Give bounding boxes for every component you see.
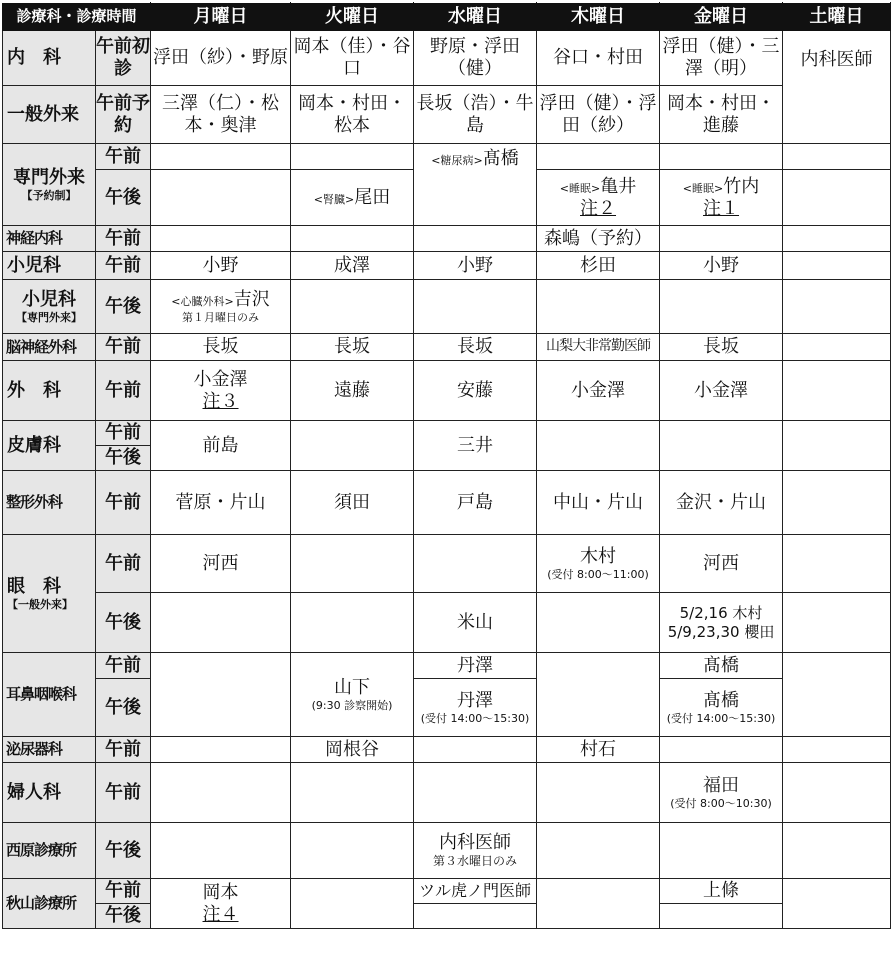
table-row xyxy=(3,904,891,929)
table-row xyxy=(3,879,891,904)
cell xyxy=(151,361,291,421)
doctor: 木村 xyxy=(580,545,617,567)
cell: 髙橋 xyxy=(660,653,783,679)
dept-naika: 内 科 xyxy=(3,31,96,86)
doctor: 髙橋 xyxy=(703,689,740,711)
cell: 山梨大非常勤医師 xyxy=(537,334,660,361)
dept-sub-label: 【専門外来】 xyxy=(16,310,82,324)
tag: <心臓外科> xyxy=(171,294,234,308)
table-row xyxy=(3,679,891,737)
cell xyxy=(291,170,414,226)
time-cell: 午後 xyxy=(96,170,151,226)
time-cell: 午後 xyxy=(96,679,151,737)
table-row xyxy=(3,144,891,170)
cell: 森嶋（予約） xyxy=(537,226,660,252)
cell: 長坂 xyxy=(291,334,414,361)
time-cell: 午前 xyxy=(96,879,151,904)
time-cell: 午前 xyxy=(96,226,151,252)
cell: 遠藤 xyxy=(291,361,414,421)
header-row xyxy=(3,3,891,31)
day-mon: 月曜日 xyxy=(151,3,291,31)
cell xyxy=(414,144,537,226)
note: 注２ xyxy=(580,197,617,219)
dept-label: 小児科 xyxy=(22,288,76,310)
time-cell: 午前 xyxy=(96,471,151,535)
doctor: 尾田 xyxy=(354,186,391,208)
table-row xyxy=(3,535,891,593)
day-thu: 木曜日 xyxy=(537,3,660,31)
note: (受付 14:00～15:30) xyxy=(420,711,530,725)
cell: ツル虎ノ門医師 xyxy=(414,879,537,904)
dept-shinkei: 神経内科 xyxy=(3,226,96,252)
note: (受付 14:00～15:30) xyxy=(666,711,776,725)
table-row xyxy=(3,252,891,280)
corner-header: 診療科・診療時間 xyxy=(3,3,151,31)
time-cell: 午前 xyxy=(96,252,151,280)
day-wed: 水曜日 xyxy=(414,3,537,31)
time-cell: 午後 xyxy=(96,904,151,929)
note: (9:30 診察開始) xyxy=(311,698,393,712)
cell: 村石 xyxy=(537,737,660,763)
cell: 丹澤 xyxy=(414,653,537,679)
doctor: 吉沢 xyxy=(233,288,270,310)
dept-nishihara: 西原診療所 xyxy=(3,823,96,879)
cell: 金沢・片山 xyxy=(660,471,783,535)
time-cell: 午前 xyxy=(96,763,151,823)
time-cell: 午前 xyxy=(96,535,151,593)
cell: 長坂 xyxy=(660,334,783,361)
time-cell: 午前 xyxy=(96,144,151,170)
cell xyxy=(537,170,660,226)
note: (受付 8:00～10:30) xyxy=(670,796,772,810)
cell xyxy=(537,535,660,593)
dept-hifu: 皮膚科 xyxy=(3,421,96,471)
dept-seikei: 整形外科 xyxy=(3,471,96,535)
table-row xyxy=(3,421,891,446)
cell: 岡本（佳）・谷口 xyxy=(291,31,414,86)
cell: 小金澤 xyxy=(537,361,660,421)
table-row xyxy=(3,86,891,144)
time-cell: 午前 xyxy=(96,653,151,679)
note: 注１ xyxy=(703,197,740,219)
note: 注３ xyxy=(202,390,239,412)
dept-label: 眼 科 xyxy=(7,575,61,597)
dept-ganka xyxy=(3,535,96,653)
table-row xyxy=(3,763,891,823)
time-cell: 午後 xyxy=(96,823,151,879)
cell: 小野 xyxy=(414,252,537,280)
tag: <腎臓> xyxy=(313,192,355,206)
doctor: 5/9,23,30 櫻田 xyxy=(667,622,775,641)
cell: 安藤 xyxy=(414,361,537,421)
table-row xyxy=(3,737,891,763)
cell: 河西 xyxy=(660,535,783,593)
time-cell: 午前初診 xyxy=(96,31,151,86)
dept-fujin: 婦人科 xyxy=(3,763,96,823)
cell xyxy=(660,679,783,737)
cell: 成澤 xyxy=(291,252,414,280)
dept-jibi: 耳鼻咽喉科 xyxy=(3,653,96,737)
cell xyxy=(414,679,537,737)
doctor: 福田 xyxy=(703,774,740,796)
tag: <糖尿病> xyxy=(431,154,483,167)
dept-senmon xyxy=(3,144,96,226)
time-cell: 午前 xyxy=(96,334,151,361)
cell xyxy=(660,763,783,823)
cell: 小金澤 xyxy=(660,361,783,421)
dept-hinyoki: 泌尿器科 xyxy=(3,737,96,763)
doctor: 5/2,16 木村 xyxy=(679,604,763,623)
cell xyxy=(151,879,291,929)
dept-akiyama: 秋山診療所 xyxy=(3,879,96,929)
dept-label: 専門外来 xyxy=(13,166,85,188)
time-cell: 午前 xyxy=(96,737,151,763)
cell: 長坂（浩）・牛島 xyxy=(414,86,537,144)
cell: 浮田（健）・浮田（紗） xyxy=(537,86,660,144)
cell: 長坂 xyxy=(414,334,537,361)
note: (受付 8:00～11:00) xyxy=(547,567,649,581)
cell xyxy=(660,170,783,226)
dept-shoni-senmon xyxy=(3,280,96,334)
doctor: 竹内 xyxy=(723,175,760,197)
cell: 前島 xyxy=(151,421,291,471)
cell: 戸島 xyxy=(414,471,537,535)
cell xyxy=(660,593,783,653)
time-cell: 午前 xyxy=(96,361,151,421)
doctor: 内科医師 xyxy=(439,832,512,854)
table-row xyxy=(3,471,891,535)
cell: 須田 xyxy=(291,471,414,535)
day-tue: 火曜日 xyxy=(291,3,414,31)
cell: 米山 xyxy=(414,593,537,653)
cell: 菅原・片山 xyxy=(151,471,291,535)
table-row xyxy=(3,361,891,421)
cell: 中山・片山 xyxy=(537,471,660,535)
cell: 三澤（仁）・松本・奥津 xyxy=(151,86,291,144)
tag: <睡眠> xyxy=(559,181,601,195)
table-row xyxy=(3,226,891,252)
table-row xyxy=(3,653,891,679)
note: 注４ xyxy=(202,903,239,925)
cell: 上條 xyxy=(660,879,783,904)
dept-shoni: 小児科 xyxy=(3,252,96,280)
day-fri: 金曜日 xyxy=(660,3,783,31)
note: 第３水曜日のみ xyxy=(433,854,518,869)
doctor: 小金澤 xyxy=(193,368,248,390)
cell xyxy=(414,823,537,879)
time-cell: 午後 xyxy=(96,446,151,471)
doctor: 亀井 xyxy=(600,175,637,197)
doctor: 髙橋 xyxy=(482,148,519,169)
dept-sub-label: 【一般外来】 xyxy=(7,597,73,611)
cell: 内科医師 xyxy=(783,31,891,144)
time-cell: 午後 xyxy=(96,593,151,653)
dept-noushinkei: 脳神経外科 xyxy=(3,334,96,361)
table-row xyxy=(3,31,891,86)
time-cell: 午前 xyxy=(96,421,151,446)
day-sat: 土曜日 xyxy=(783,3,891,31)
note: 第１月曜日のみ xyxy=(182,310,260,324)
cell: 野原・浮田（健） xyxy=(414,31,537,86)
cell xyxy=(291,653,414,737)
cell: 小野 xyxy=(660,252,783,280)
cell: 岡本・村田・松本 xyxy=(291,86,414,144)
doctor: 岡本 xyxy=(202,881,239,903)
cell: 浮田（紗）・野原 xyxy=(151,31,291,86)
tag: <睡眠> xyxy=(682,181,724,195)
cell xyxy=(151,280,291,334)
doctor: 山下 xyxy=(334,676,371,698)
table-row xyxy=(3,280,891,334)
cell: 岡本・村田・進藤 xyxy=(660,86,783,144)
table-row xyxy=(3,823,891,879)
cell: 小野 xyxy=(151,252,291,280)
cell: 杉田 xyxy=(537,252,660,280)
cell: 谷口・村田 xyxy=(537,31,660,86)
dept-geka: 外 科 xyxy=(3,361,96,421)
time-cell: 午後 xyxy=(96,280,151,334)
doctor: 丹澤 xyxy=(457,689,494,711)
cell: 長坂 xyxy=(151,334,291,361)
schedule-table xyxy=(2,2,891,929)
cell: 浮田（健）・三澤（明） xyxy=(660,31,783,86)
dept-sub-label: 【予約制】 xyxy=(21,188,77,202)
time-cell: 午前予約 xyxy=(96,86,151,144)
table-row xyxy=(3,334,891,361)
cell: 三井 xyxy=(414,421,537,471)
dept-ippan: 一般外来 xyxy=(3,86,96,144)
table-row xyxy=(3,593,891,653)
cell: 河西 xyxy=(151,535,291,593)
cell: 岡根谷 xyxy=(291,737,414,763)
